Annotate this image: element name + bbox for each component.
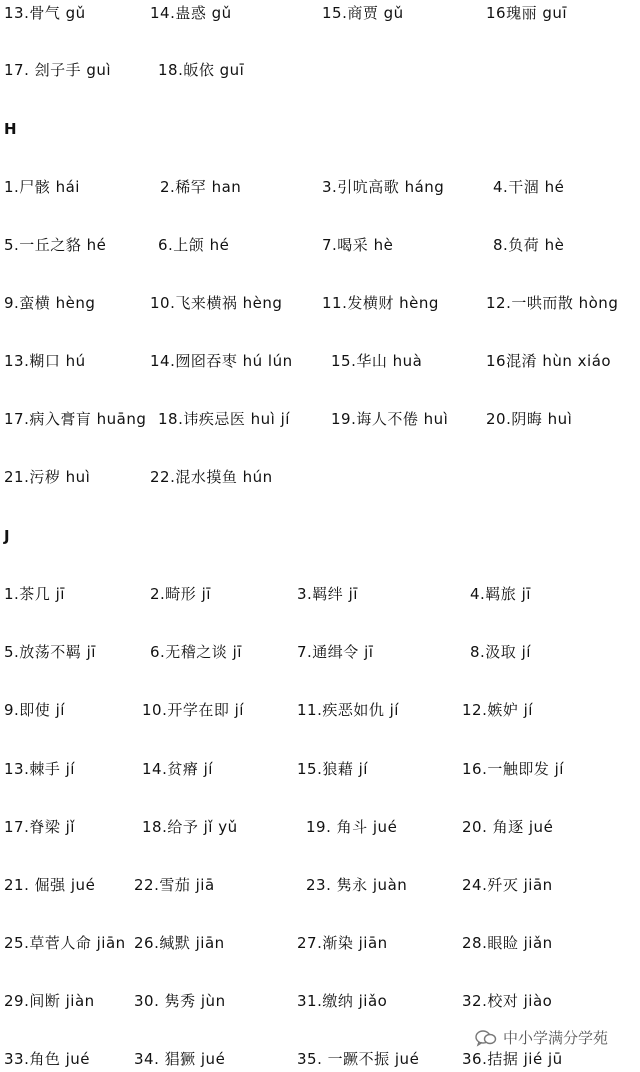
section-heading: H xyxy=(4,120,17,138)
vocab-item: 17. 刽子手 guì xyxy=(4,61,112,79)
vocab-row xyxy=(0,697,640,723)
vocab-item: 8.汲取 jí xyxy=(470,643,531,661)
vocab-item: 13.骨气 gǔ xyxy=(4,4,86,22)
vocab-item: 9.即使 jí xyxy=(4,701,65,719)
vocab-row xyxy=(0,464,640,490)
vocab-item: 3.引吭高歌 háng xyxy=(322,178,445,196)
vocab-row xyxy=(0,872,640,898)
vocab-row xyxy=(0,232,640,258)
vocab-item: 8.负荷 hè xyxy=(493,236,565,254)
vocab-row xyxy=(0,756,640,782)
vocab-row xyxy=(0,930,640,956)
vocab-item: 10.开学在即 jí xyxy=(142,701,244,719)
vocab-item: 2.稀罕 han xyxy=(160,178,242,196)
vocab-item: 11.发横财 hèng xyxy=(322,294,439,312)
vocab-item: 16瑰丽 guī xyxy=(486,4,568,22)
vocab-item: 10.飞来横祸 hèng xyxy=(150,294,283,312)
wechat-official-account-icon xyxy=(475,1029,497,1047)
vocab-item: 7.通缉令 jī xyxy=(297,643,374,661)
vocab-item: 1.尸骸 hái xyxy=(4,178,80,196)
vocab-item: 6.无稽之谈 jī xyxy=(150,643,242,661)
vocab-item: 4.干涸 hé xyxy=(493,178,565,196)
vocab-item: 18.皈依 guī xyxy=(158,61,245,79)
vocab-item: 27.渐染 jiān xyxy=(297,934,388,952)
vocab-item: 6.上颌 hé xyxy=(158,236,230,254)
vocab-item: 19.诲人不倦 huì xyxy=(331,410,449,428)
vocab-item: 4.羁旅 jī xyxy=(470,585,531,603)
vocab-row xyxy=(0,174,640,200)
vocab-item: 14.蛊惑 gǔ xyxy=(150,4,232,22)
vocab-item: 18.讳疾忌医 huì jí xyxy=(158,410,290,428)
vocab-item: 21.污秽 huì xyxy=(4,468,91,486)
vocab-item: 14.囫囵吞枣 hú lún xyxy=(150,352,293,370)
vocab-item: 5.放荡不羁 jī xyxy=(4,643,96,661)
vocab-row xyxy=(0,348,640,374)
vocab-item: 1.茶几 jī xyxy=(4,585,65,603)
vocab-item: 34. 猖獗 jué xyxy=(134,1050,226,1068)
vocab-item: 26.缄默 jiān xyxy=(134,934,225,952)
vocab-item: 28.眼睑 jiǎn xyxy=(462,934,553,952)
section-heading: J xyxy=(4,527,10,545)
vocab-item: 22.混水摸鱼 hún xyxy=(150,468,273,486)
vocab-item: 15.华山 huà xyxy=(331,352,423,370)
vocab-item: 3.羁绊 jī xyxy=(297,585,358,603)
vocab-row xyxy=(0,639,640,665)
vocab-row xyxy=(0,814,640,840)
vocab-item: 20.阴晦 huì xyxy=(486,410,573,428)
vocab-item: 23. 隽永 juàn xyxy=(306,876,408,894)
vocab-item: 13.糊口 hú xyxy=(4,352,86,370)
vocab-row xyxy=(0,57,640,83)
vocab-item: 14.贫瘠 jí xyxy=(142,760,213,778)
vocab-item: 20. 角逐 jué xyxy=(462,818,554,836)
vocab-item: 9.蛮横 hèng xyxy=(4,294,96,312)
vocab-row xyxy=(0,290,640,316)
vocab-item: 13.棘手 jí xyxy=(4,760,75,778)
vocab-item: 15.狼藉 jí xyxy=(297,760,368,778)
vocab-item: 12.嫉妒 jí xyxy=(462,701,533,719)
watermark-text: 中小学满分学苑 xyxy=(503,1029,609,1047)
vocab-item: 12.一哄而散 hòng xyxy=(486,294,619,312)
vocab-item: 16.一触即发 jí xyxy=(462,760,564,778)
vocab-row xyxy=(0,0,640,26)
vocab-row xyxy=(0,988,640,1014)
vocab-item: 21. 倔强 jué xyxy=(4,876,96,894)
vocab-item: 29.间断 jiàn xyxy=(4,992,95,1010)
vocab-item: 31.缴纳 jiǎo xyxy=(297,992,388,1010)
vocab-item: 30. 隽秀 jùn xyxy=(134,992,226,1010)
vocab-item: 2.畸形 jī xyxy=(150,585,211,603)
vocab-item: 17.脊梁 jǐ xyxy=(4,818,75,836)
vocab-item: 24.歼灭 jiān xyxy=(462,876,553,894)
vocab-item: 16混淆 hùn xiáo xyxy=(486,352,612,370)
vocab-item: 33.角色 jué xyxy=(4,1050,91,1068)
vocab-item: 17.病入膏肓 huāng xyxy=(4,410,147,428)
vocab-item: 18.给予 jǐ yǔ xyxy=(142,818,238,836)
vocab-item: 5.一丘之貉 hé xyxy=(4,236,107,254)
vocab-item: 19. 角斗 jué xyxy=(306,818,398,836)
vocab-item: 25.草菅人命 jiān xyxy=(4,934,126,952)
vocab-item: 15.商贾 gǔ xyxy=(322,4,404,22)
vocab-item: 32.校对 jiào xyxy=(462,992,553,1010)
vocab-item: 35. 一蹶不振 jué xyxy=(297,1050,420,1068)
vocab-item: 22.雪茄 jiā xyxy=(134,876,215,894)
vocab-row xyxy=(0,581,640,607)
vocab-item: 11.疾恶如仇 jí xyxy=(297,701,399,719)
vocab-row xyxy=(0,406,640,432)
vocab-item: 36.拮据 jié jū xyxy=(462,1050,563,1068)
watermark xyxy=(475,1025,608,1051)
vocab-item: 7.喝采 hè xyxy=(322,236,394,254)
